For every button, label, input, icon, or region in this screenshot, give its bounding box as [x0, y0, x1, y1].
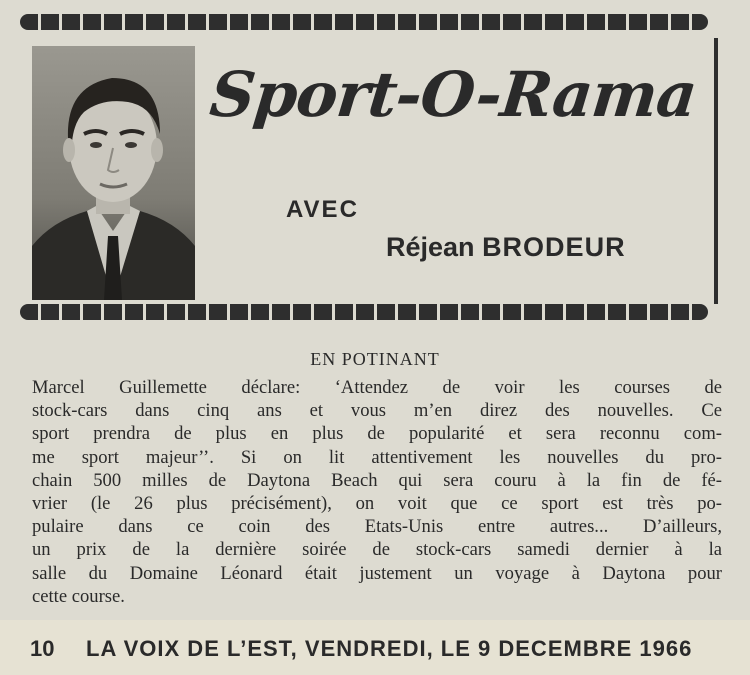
- article-line: salle du Domaine Léonard était justement un voyage à Daytona pour: [32, 562, 722, 584]
- avec-label: AVEC: [286, 196, 359, 223]
- article-line: chain 500 milles de Daytona Beach qui sera couru à la fin de fé-: [32, 469, 722, 491]
- author-byline: [386, 232, 626, 263]
- author-last-name: BRODEUR: [482, 232, 626, 262]
- article-line: sport prendra de plus en plus de popularité et sera reconnu com-: [32, 423, 722, 445]
- page-number: 10: [30, 636, 55, 661]
- article-line: stock-cars dans cinq ans et vous m’en direz des nouvelles. Ce: [32, 400, 722, 422]
- author-portrait-photo: [32, 46, 195, 300]
- article-body: [32, 376, 722, 608]
- article-line: cette course.: [32, 585, 125, 607]
- column-logo: Sport-O-Rama: [206, 58, 700, 131]
- article-line: un prix de la dernière soirée de stock-cars samedi dernier à la: [32, 539, 722, 561]
- article-line: vrier (le 26 plus précisément), on voit que ce sport est très po-: [32, 493, 722, 515]
- decorative-border-top: [20, 14, 708, 30]
- decorative-border-bottom: [20, 304, 708, 320]
- newspaper-masthead: LA VOIX DE L’EST, VENDREDI, LE 9 DECEMBRE 1966: [86, 636, 693, 661]
- article-line: Marcel Guillemette déclare: ‘Attendez de voir les courses de: [32, 377, 722, 398]
- article-heading: EN POTINANT: [310, 349, 440, 369]
- portrait-illustration: [32, 46, 195, 300]
- article-line: pulaire dans ce coin des Etats-Unis entre autres... D’ailleurs,: [32, 516, 722, 538]
- page-footer: [0, 620, 750, 675]
- article-line: me sport majeur’’. Si on lit attentivement les nouvelles du pro-: [32, 446, 722, 468]
- author-first-name: Réjean: [386, 232, 475, 262]
